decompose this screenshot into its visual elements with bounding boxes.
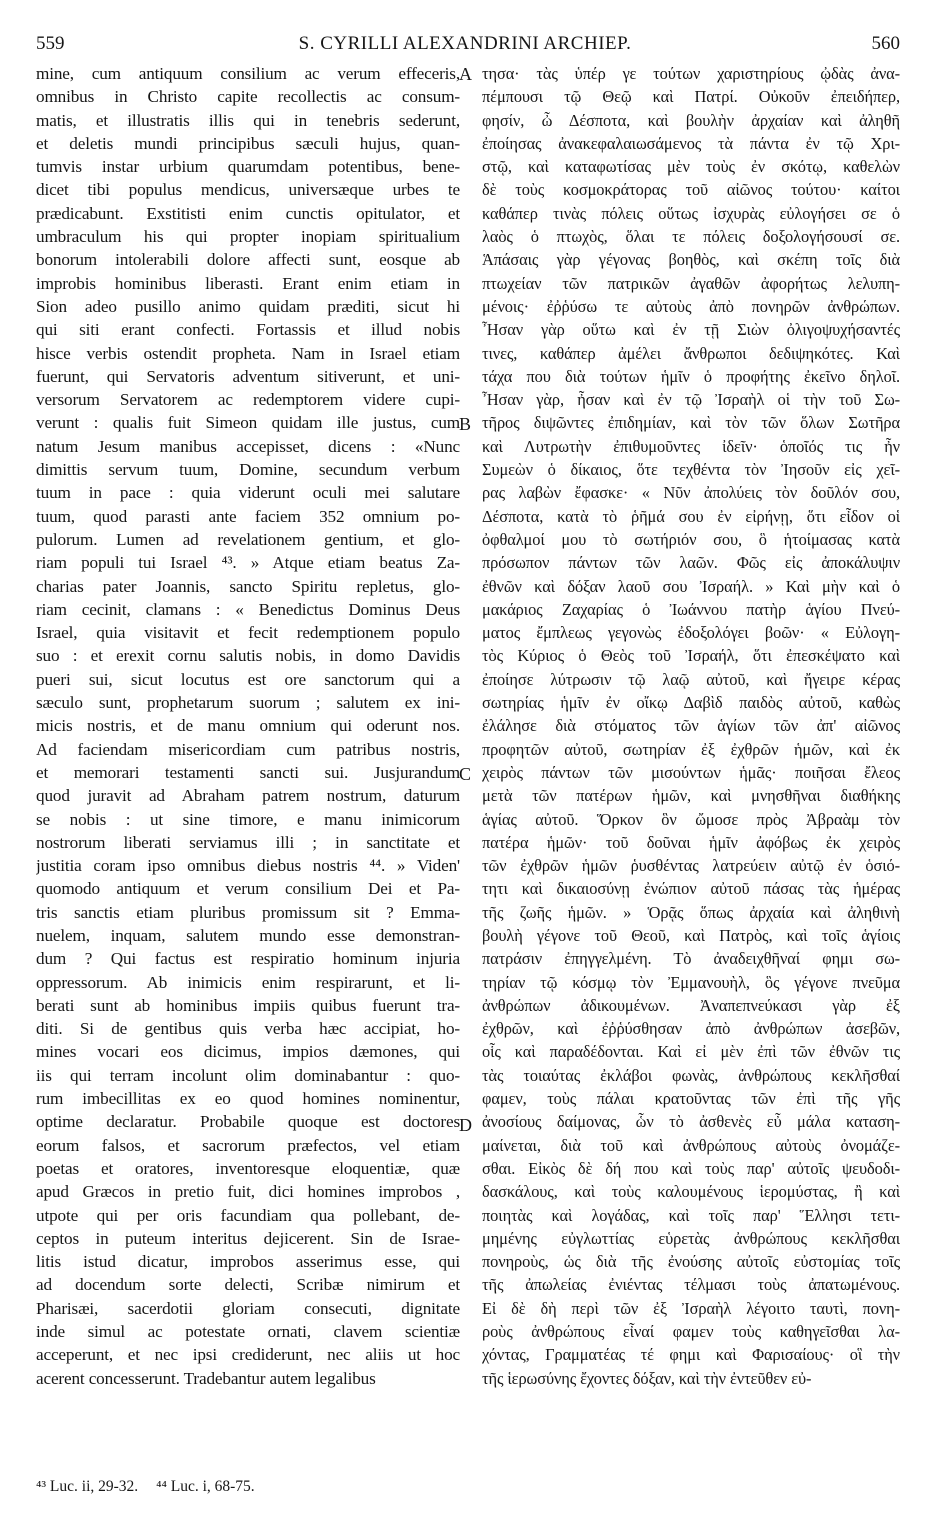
latin-text-line: versorum Servatorem ac redemptorem videre cupi- [36, 390, 460, 410]
latin-text-line: Israel, quia visitavit et fecit redemptionem populo [36, 623, 460, 643]
latin-text-line: quod juravit ad Abraham patrem nostrum, daturum [36, 786, 460, 806]
footnote-43: ⁴³ Luc. ii, 29-32. [36, 1478, 139, 1495]
latin-text-line: mine, cum antiquum consilium ac verum effeceris, [36, 64, 460, 83]
greek-text-line: τὰς τοιαύτας ἐκλάβοι φωνὰς, ἀνθρώπους κεκλῆσθαί [482, 1065, 900, 1085]
greek-text-line: χόντας, Γραμματέας τέ φημι καὶ Φαρισαίους· οἳ τὴν [482, 1345, 900, 1365]
latin-text-line: tuum, quod parasti ante faciem 352 omnium po- [36, 506, 460, 526]
latin-text-line: bonorum intolerabili dolore affecti sunt, eosque ab [36, 250, 460, 270]
greek-text-line: φησίν, ὦ Δέσποτα, καὶ βουλὴν ἀρχαίαν καὶ ἀληθῆ [482, 110, 900, 130]
greek-text-line: φαμεν, τοὺς πάλαι κρατοῦντας τῶν ἐπὶ τῆς γῆς [482, 1089, 900, 1109]
greek-text-line: ματος ἔμπλεως γεγονὼς ἐδοξολόγει βοῶν· « Εὐλογη- [482, 623, 900, 643]
latin-text-line: et memorari testamenti sancti sui. Jusjurandum [36, 762, 460, 782]
greek-text-line: Δέσποτα, κατὰ τὸ ῥῆμά σου ἐν εἰρήνῃ, ὅτι εἶδον οἱ [482, 506, 900, 526]
page-number-right: 560 [871, 33, 900, 54]
greek-column [482, 62, 900, 1390]
section-marker-c: C [459, 764, 472, 784]
greek-text-line: ἁγίας αὐτοῦ. Ὅρκον ὃν ὤμοσε πρὸς Ἀβραὰμ τὸν [482, 809, 900, 829]
greek-text-line: πατράσιν ἐπηγγελμένη. Τὸ ἀναδειχθῆναί φημι σω- [482, 949, 900, 969]
greek-text-line: καὶ Λυτρωτὴν ἐπιθυμοῦντες ἰδεῖν· ὁποῖός τις ἦν [482, 436, 900, 456]
greek-text-line: σωτηρίας ἡμῖν ἐν οἴκῳ Δαβὶδ παιδὸς αὐτοῦ, καθὼς [482, 693, 900, 713]
latin-text-line: suo : et erexit cornu salutis nobis, in domo Davidis [36, 646, 460, 666]
greek-text-line: τῆς ἀπωλείας ἐνιέντας τέλμασι τοὺς ἀπατωμένους. [482, 1275, 900, 1295]
latin-text-line: nostrorum liberati serviamus illi ; in sanctitate et [36, 832, 460, 852]
latin-text-line: acerent concesserunt. Tradebantur autem legalibus [36, 1368, 376, 1388]
greek-text-line: πρόσωπον πάντων τῶν λαῶν. Φῶς εἰς ἀποκάλυψιν [482, 553, 900, 573]
latin-text-line: justitia coram ipso omnibus diebus nostris ⁴⁴. » Viden' [36, 856, 460, 876]
latin-text-line: qui siti erant confecti. Fortassis et illud nobis [36, 320, 460, 340]
latin-text-line: charias pater Joannis, sancto Spiritu repletus, glo- [36, 576, 460, 596]
greek-text-line: ἐλάλησε διὰ στόματος τῶν ἁγίων τῶν ἀπ' αἰῶνος [482, 716, 900, 736]
latin-text-line: Pharisæi, sacerdotii gloriam consecuti, dignitate [36, 1298, 460, 1318]
latin-text-line: Sion adeo pusillo animo quidam præditi, sicut hi [36, 296, 460, 316]
latin-text-line: omnibus in Christo capite recollectis ac consum- [36, 87, 460, 107]
latin-text-line: dimittis servum tuum, Domine, secundum verbum [36, 460, 460, 480]
greek-text-line: πτωχείαν τῶν πατρικῶν ἀγαθῶν ἀφορήτως λελυπη- [482, 273, 900, 293]
greek-text-line: πατέρα ἡμῶν· τοῦ δοῦναι ἡμῖν ἀφόβως ἐκ χειρὸς [482, 832, 900, 852]
greek-text-line: τῶν ἐχθρῶν ἡμῶν ῥυσθέντας λατρεύειν αὐτῷ ἐν ὁσιό- [482, 856, 900, 876]
greek-text-line: ἐθνῶν καὶ δόξαν λαοῦ σου Ἰσραήλ. » Καὶ μὴν καὶ ὁ [482, 576, 900, 596]
greek-text-line: πέμπουσι τῷ Θεῷ καὶ Πατρί. Οὐκοῦν ἐπειδήπερ, [482, 87, 900, 107]
latin-text-line: et deletis mundi principibus sæculi hujus, quan- [36, 133, 460, 153]
greek-text-line: βουλὴ γέγονε τοῦ Θεοῦ, καὶ Πατρὸς, καὶ τοῖς ἁγίοις [482, 925, 900, 945]
latin-text-line: dicet tibi populus mendicus, universæque urbes te [36, 180, 460, 200]
latin-text-line: eorum falsos, et sacrorum præfectos, vel etiam [36, 1135, 460, 1155]
latin-text-line: hisce verbis ostendit propheta. Nam in Israel etiam [36, 343, 460, 363]
greek-text-line: μετὰ τῶν πατέρων ἡμῶν, καὶ μνησθῆναι διαθήκης [482, 786, 900, 806]
greek-text-line: τηρίαν τῷ κόσμῳ τὸν Ἐμμανουὴλ, ὃς γέγονε πνεῦμα [482, 972, 900, 992]
latin-text-line: iis qui terram incolunt olim dominabantur : quo- [36, 1065, 460, 1085]
latin-text-line: optime declaratur. Probabile quoque est doctores [36, 1112, 460, 1132]
greek-text-line: δασκάλους, καὶ τοὺς καλουμένους ἱερομύστας, ἢ καὶ [482, 1182, 900, 1202]
greek-text-line: ρας λαβὼν ἔφασκε· « Νῦν ἀπολύεις τὸν δοῦλόν σου, [482, 483, 900, 503]
section-marker-d: D [459, 1115, 472, 1135]
greek-text-line: ὀφθαλμοί μου τὸ σωτήριόν σου, ὃ ἡτοίμασας κατὰ [482, 529, 900, 549]
latin-text-line: diti. Si de gentibus quis verba hæc accipiat, ho- [36, 1019, 460, 1039]
footnotes [36, 1476, 269, 1498]
latin-text-line: acceperunt, et nec ipsi crediderunt, nec aliis ut hoc [36, 1345, 460, 1365]
greek-text-line: ἐχθρῶν, καὶ ἐῤῥύσθησαν ἀπὸ ἀνθρώπων ἀσεβῶν, [482, 1019, 900, 1039]
latin-text-line: dum ? Qui factus est respiratio hominum injuria [36, 949, 460, 969]
latin-text-line: apud Græcos in pretio fuit, dici homines improbos , [36, 1182, 460, 1202]
latin-text-line: Ad faciendam misericordiam cum patribus nostris, [36, 739, 460, 759]
latin-text-line: berati sunt ab hominibus impiis quibus fuerunt tra- [36, 995, 460, 1015]
latin-text-line: poetas et oratores, inventoresque eloquentiæ, quæ [36, 1158, 460, 1178]
greek-text-line: τῆρος διψῶντες ἐπιδημίαν, καὶ τὸν τῶν ὅλων Σωτῆρα [482, 413, 900, 433]
greek-text-line: μακάριος Ζαχαρίας ὁ Ἰωάννου πατὴρ ἁγίου Πνεύ- [482, 599, 900, 619]
greek-text-line: τῆς ἱερωσύνης ἔχοντες δόξαν, καὶ τὴν ἐντεῦθεν εὐ- [482, 1368, 812, 1388]
latin-text-line: matis, et illustratis illis qui in tenebris sederunt, [36, 110, 460, 130]
greek-text-line: ποιητὰς καὶ λογάδας, καὶ τοῖς παρ' Ἕλλησι τετι- [482, 1205, 900, 1225]
latin-text-line: tris sanctis etiam pluribus promissum sit ? Emma- [36, 902, 460, 922]
latin-text-line: tuum in pace : quia viderunt oculi mei salutare [36, 483, 460, 503]
greek-text-line: Εἰ δὲ δὴ περὶ τῶν ἐξ Ἰσραὴλ λέγοιτο ταυτὶ, πονη- [482, 1298, 900, 1318]
latin-text-line: pueri sui, sicut locutus est ore sanctorum qui a [36, 669, 460, 689]
latin-text-line: utpote qui per oris facundiam qua pollebant, de- [36, 1205, 460, 1225]
footnote-44: ⁴⁴ Luc. i, 68-75. [156, 1478, 255, 1495]
greek-text-line: σθαι. Εἰκὸς δὲ δή που καὶ τοὺς παρ' αὐτοῖς ψευδοδι- [482, 1158, 900, 1178]
latin-text-line: umbraculum his qui propter inopiam spiritualium [36, 227, 460, 247]
section-marker-a: A [459, 64, 472, 84]
latin-text-line: ceptos in puteum interitus dejicerent. Sin de Israe- [36, 1228, 460, 1248]
latin-column [36, 62, 460, 1390]
latin-text-line: litis istud dicatur, improbos asserimus esse, qui [36, 1252, 460, 1272]
greek-text-line: λαὸς ὁ πτωχὸς, ὅλαι τε πόλεις δοξολογήσουσί σε. [482, 227, 900, 247]
greek-text-line: τάχα που διὰ τούτων ἡμῖν ὁ προφήτης ἐκεῖνο δηλοῖ. [482, 366, 900, 386]
latin-text-line: quomodo antiquum et verum consilium Dei et Pa- [36, 879, 460, 899]
greek-text-line: ροὺς ἀνθρώπους εἶναί φαμεν τοὺς καθηγεῖσθαι λα- [482, 1322, 900, 1342]
greek-text-line: τῆς ζωῆς ἡμῶν. » Ὁρᾷς ὅπως ἀρχαία καὶ ἀληθινὴ [482, 902, 900, 922]
greek-text-line: πονηροὺς, ὡς διὰ τῆς ἐνούσης αὐτοῖς εὐστομίας τοῖς [482, 1252, 900, 1272]
greek-text-line: μένοις· ἐῤῥύσω τε αὐτοὺς ἀπὸ πονηρῶν ἀνθρώπων. [482, 296, 900, 316]
greek-text-line: μαίνεται, διὰ τοῦ καὶ ἀνθρώπους αὐτοὺς ὀνομάζε- [482, 1135, 900, 1155]
latin-text-line: ad docendum sorte delecti, Scribæ nimirum et [36, 1275, 460, 1295]
greek-text-line: ἐποίησας ἀνακεφαλαιωσάμενος τὰ πάντα ἐν τῷ Χρι- [482, 133, 900, 153]
greek-text-line: τὸς Κύριος ὁ Θεὸς τοῦ Ἰσραήλ, ὅτι ἐπεσκέψατο καὶ [482, 646, 900, 666]
latin-text-line: improbis hominibus liberasti. Erant enim etiam in [36, 273, 460, 293]
greek-text-line: καθάπερ τινὰς πόλεις οὕτως ἰσχυρὰς εὐλογήσει σε ὁ [482, 203, 900, 223]
greek-text-line: ἐποίησε λύτρωσιν τῷ λαῷ αὐτοῦ, καὶ ἤγειρε κέρας [482, 669, 900, 689]
page-number-left: 559 [36, 33, 65, 54]
greek-text-line: προφητῶν αὐτοῦ, σωτηρίαν ἐξ ἐχθρῶν ἡμῶν, καὶ ἐκ [482, 739, 900, 759]
greek-text-line: οἷς καὶ παραδέδονται. Καὶ εἰ μὲν ἐπὶ τῶν ἐθνῶν τις [482, 1042, 900, 1062]
latin-text-line: se nobis : ut sine timore, e manu inimicorum [36, 809, 460, 829]
greek-text-line: μημένης εὐγλωττίας εὑρετὰς ἀνθρώπους κεκλῆσθαι [482, 1228, 900, 1248]
latin-text-line: fuerunt, qui Servatoris adventum sitiverunt, et uni- [36, 366, 460, 386]
greek-text-line: Ἁπάσαις γὰρ γέγονας βοηθὸς, καὶ σκέπη τοῖς διὰ [482, 250, 900, 270]
latin-text-line: tumvis instar urbium quarumdam potentibus, bene- [36, 157, 460, 177]
greek-text-line: Συμεὼν ὁ δίκαιος, ὅτε τεχθέντα τὸν Ἰησοῦν εἰς χεῖ- [482, 460, 900, 480]
latin-text-line: prædicabunt. Exstitisti enim cunctis opitulator, et [36, 203, 460, 223]
greek-text-line: τινες, καθάπερ ἀμέλει ἄνθρωποι δεδιψηκότες. Καὶ [482, 343, 900, 363]
latin-text-line: riam cecinit, clamans : « Benedictus Dominus Deus [36, 599, 460, 619]
greek-text-line: ἀνθρώπων ἀδικουμένων. Ἀναπεπνεύκασι γὰρ ἐξ [482, 995, 900, 1015]
latin-text-line: inde simul ac potestate ornati, clavem scientiæ [36, 1322, 460, 1342]
latin-text-line: mines vocari eos dicimus, impios dæmones, qui [36, 1042, 460, 1062]
greek-text-line: τησα· τὰς ὑπέρ γε τούτων χαριστηρίους ᾠδὰς ἀνα- [482, 64, 900, 83]
greek-text-line: τητι καὶ δικαιοσύνῃ ἐνώπιον αὐτοῦ πάσας τὰς ἡμέρας [482, 879, 900, 899]
greek-text-line: στῷ, καὶ καταφωτίσας μὲν τοὺς ἐν σκότῳ, καθελὼν [482, 157, 900, 177]
greek-text-line: Ἦσαν γὰρ, ἦσαν καὶ ἐν τῷ Ἰσραὴλ οἱ τὴν τοῦ Σω- [482, 390, 900, 410]
latin-text-line: oppressorum. Ab inimicis enim respirarunt, et li- [36, 972, 460, 992]
latin-text-line: micis nostris, et de manu omnium qui oderunt nos. [36, 716, 460, 736]
greek-text-line: Ἦσαν γὰρ οὕτω καὶ ἐν τῇ Σιὼν ὀλιγοψυχήσαντές [482, 320, 900, 340]
latin-text-line: nuelem, inquam, salutem mundo esse demonstran- [36, 925, 460, 945]
latin-text-line: rum imbecillitas ex eo quod homines nominentur, [36, 1089, 460, 1109]
latin-text-line: riam populi tui Israel ⁴³. » Atque etiam beatus Za- [36, 553, 460, 573]
greek-text-line: δὲ τοὺς κοσμοκράτορας τοῦ αἰῶνος τούτου· καίτοι [482, 180, 900, 200]
latin-text-line: sæculo sunt, prophetarum suorum ; salutem ex ini- [36, 693, 460, 713]
latin-text-line: pulorum. Lumen ad revelationem gentium, et glo- [36, 529, 460, 549]
latin-text-line: natum Jesum manibus accepisset, dicens : «Nunc [36, 436, 460, 456]
greek-text-line: χειρὸς πάντων τῶν μισούντων ἡμᾶς· ποιῆσαι ἔλεος [482, 762, 900, 782]
section-marker-b: B [459, 414, 472, 434]
greek-text-line: ἀνοσίους δαίμονας, ὧν τὸ ἀσθενὲς εὖ μάλα καταση- [482, 1112, 900, 1132]
latin-text-line: verunt : qualis fuit Simeon quidam ille justus, cum [36, 413, 460, 433]
running-title: S. CYRILLI ALEXANDRINI ARCHIEP. [298, 33, 632, 54]
